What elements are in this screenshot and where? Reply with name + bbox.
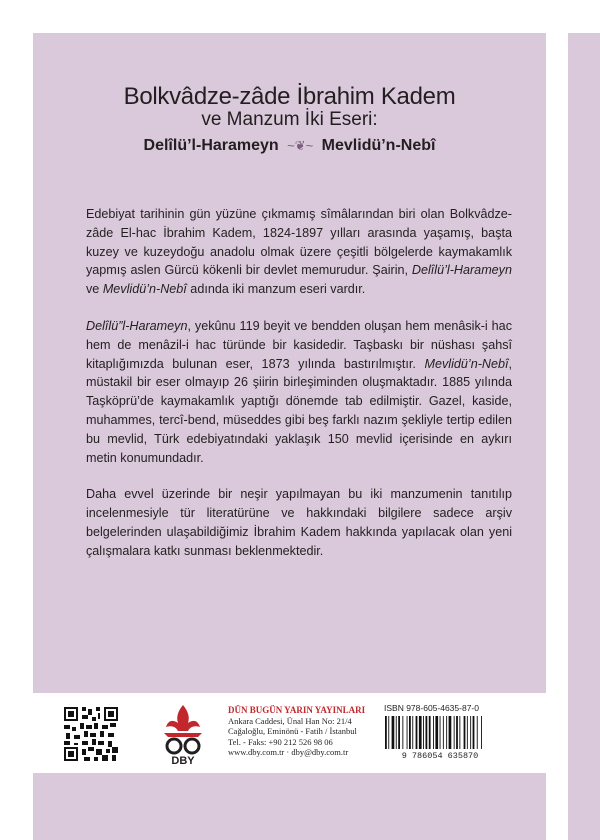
qr-code-icon: [62, 705, 120, 763]
publisher-name: DÜN BUGÜN YARIN YAYINLARI: [228, 705, 366, 715]
publisher-info: [228, 705, 365, 758]
svg-text:DBY: DBY: [171, 755, 195, 767]
book-title: Bolkvâdze-zâde İbrahim Kadem: [123, 83, 456, 110]
isbn-label: ISBN 978-605-4635-87-0: [384, 703, 479, 713]
spine-edge: [568, 33, 600, 840]
works-line: [33, 137, 546, 155]
paragraph-3: Daha evvel üzerinde bir neşir yapılmayan bu iki manzumenin tanıtılıp incelenmesiyle tür literatürüne ve hakkındaki bilgilere sadece arşiv belgelerinden ulaşabildiğimiz İbrahim Kadem hakkında yapılacak olan yeni çalışmalara katkı sunması beklenmektedir.: [86, 487, 512, 558]
barcode-icon: [381, 714, 499, 760]
publisher-logo-icon: [158, 701, 208, 767]
work-title-2: Mevlidü’n-Nebî: [321, 137, 436, 154]
publisher-address-1: Ankara Caddesi, Ünal Han No: 21/4: [228, 715, 352, 726]
work-title-1: Delîlü’l-Harameyn: [143, 137, 279, 154]
ornament-icon: ~❦~: [287, 138, 314, 153]
paragraph-2: Delîlü”l-Harameyn, yekûnu 119 beyit ve bendden oluşan hem menâsik-i hac hem de menâzil-i hac türünde bir kasidedir. Taşbaskı bir nüshası şahsî kitaplığımızda bulunan eser, 1873 yılında bastırılmıştır. Mevlidü’n-Nebî, müstakil bir eser olmayıp 26 şiirin birleşiminden oluşmaktadır. 1885 yılında Taşköprü’de kaymakamlık yaptığı dönemde tab edilmiştir. Gazel, kaside, muhammes, tercî-bend, müseddes gibi beş farklı nazım şekliyle tertip edilen bu mevlid, Türk edebiyatındaki yaklaşık 150 mevlid içerisinde en aykırı metin konumundadır.: [86, 318, 512, 465]
publisher-phone: Tel. - Faks: +90 212 526 98 06: [228, 736, 333, 747]
publisher-address-2: Cağaloğlu, Eminönü - Fatih / İstanbul: [228, 726, 357, 736]
svg-text:9 786054 635870: 9 786054 635870: [401, 751, 479, 760]
publisher-web: www.dby.com.tr · dby@dby.com.tr: [228, 747, 349, 757]
blurb: [86, 205, 512, 579]
book-subtitle: ve Manzum İki Eseri:: [201, 109, 378, 130]
paragraph-1: Edebiyat tarihinin gün yüzüne çıkmamış sîmâlarından biri olan Bolkvâdze-zâde El-hac İbrahim Kadem, 1824-1897 yılları arasında yaşamış, başta kuzey ve kuzeydoğu anadolu olmak üzere çeşitli bölgelerde kaymakamlık yapmış aslen Gürcü kökenli bir devlet memurudur. Şairin, Delîlü’l-Harameyn ve Mevlidü’n-Nebî adında iki manzum eseri vardır.: [86, 207, 512, 297]
